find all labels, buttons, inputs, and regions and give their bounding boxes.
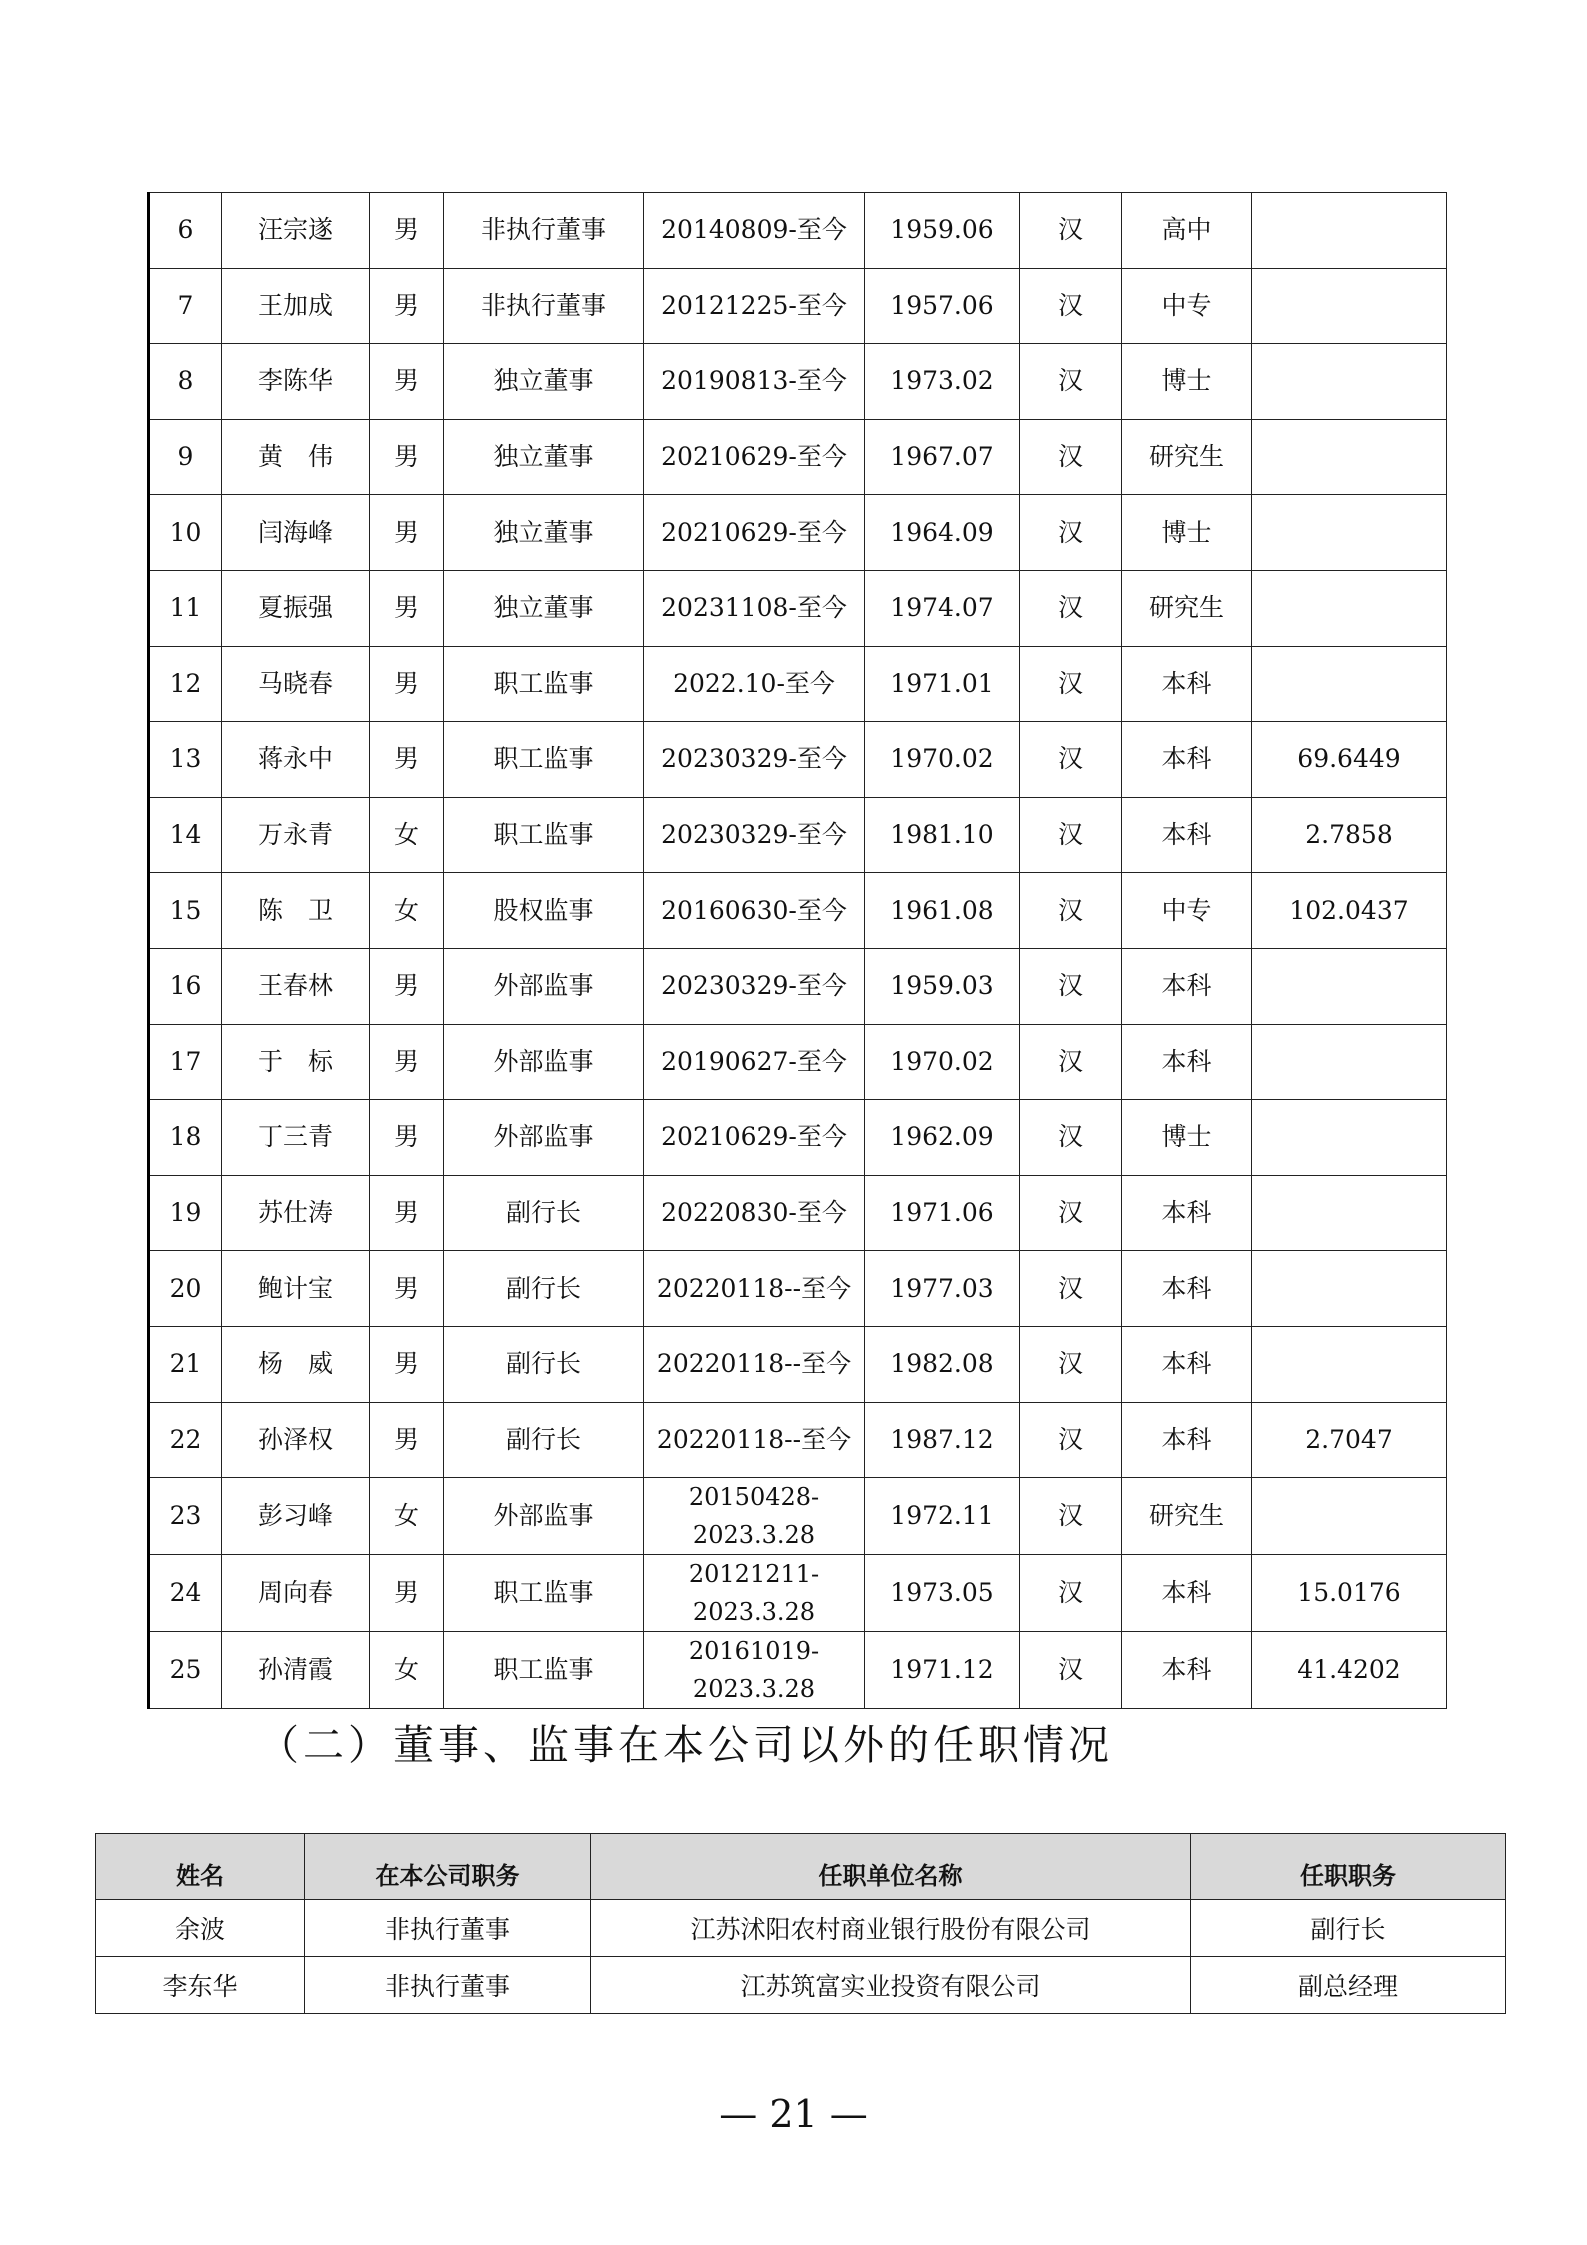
- person-name: 鲍计宝: [222, 1251, 370, 1327]
- education: 本科: [1122, 1632, 1252, 1709]
- table-header-row: [96, 1834, 1506, 1900]
- ethnicity: 汉: [1020, 1555, 1122, 1632]
- gender: 男: [370, 1326, 444, 1402]
- ethnicity: 汉: [1020, 1478, 1122, 1555]
- header-company-position: 在本公司职务: [305, 1834, 591, 1900]
- birth-date: 1961.08: [865, 873, 1020, 949]
- row-index: 15: [149, 873, 222, 949]
- ethnicity: 汉: [1020, 419, 1122, 495]
- ethnicity: 汉: [1020, 193, 1122, 269]
- shares: [1252, 268, 1447, 344]
- education: 高中: [1122, 193, 1252, 269]
- row-index: 16: [149, 948, 222, 1024]
- education: 本科: [1122, 797, 1252, 873]
- personnel-table: [147, 192, 1447, 1709]
- term: 20210629-至今: [644, 495, 865, 571]
- position: 副行长: [444, 1175, 644, 1251]
- person-name: 苏仕涛: [222, 1175, 370, 1251]
- term: 20190813-至今: [644, 344, 865, 420]
- section-title: （二）董事、监事在本公司以外的任职情况: [258, 1721, 1113, 1769]
- gender: 男: [370, 1402, 444, 1478]
- shares: [1252, 495, 1447, 571]
- person-name: 于 标: [222, 1024, 370, 1100]
- person-name: 马晓春: [222, 646, 370, 722]
- table-row: [149, 268, 1447, 344]
- birth-date: 1973.02: [865, 344, 1020, 420]
- row-index: 22: [149, 1402, 222, 1478]
- education: 本科: [1122, 1251, 1252, 1327]
- position: 非执行董事: [444, 193, 644, 269]
- table-row: [149, 1024, 1447, 1100]
- education: 博士: [1122, 1100, 1252, 1176]
- term: 20220830-至今: [644, 1175, 865, 1251]
- company-position: 非执行董事: [305, 1900, 591, 1957]
- gender: 男: [370, 419, 444, 495]
- gender: 男: [370, 646, 444, 722]
- term: 20121211-2023.3.28: [644, 1555, 865, 1632]
- header-name: 姓名: [96, 1834, 305, 1900]
- position: 外部监事: [444, 948, 644, 1024]
- ethnicity: 汉: [1020, 1100, 1122, 1176]
- table-row: [149, 570, 1447, 646]
- person-name: 杨 威: [222, 1326, 370, 1402]
- ethnicity: 汉: [1020, 570, 1122, 646]
- ethnicity: 汉: [1020, 1632, 1122, 1709]
- shares: [1252, 948, 1447, 1024]
- table-row: [96, 1900, 1506, 1957]
- term: 20161019-2023.3.28: [644, 1632, 865, 1709]
- row-index: 11: [149, 570, 222, 646]
- birth-date: 1971.12: [865, 1632, 1020, 1709]
- person-name: 汪宗遂: [222, 193, 370, 269]
- birth-date: 1962.09: [865, 1100, 1020, 1176]
- table-row: [149, 646, 1447, 722]
- shares: 41.4202: [1252, 1632, 1447, 1709]
- shares: 2.7047: [1252, 1402, 1447, 1478]
- term: 2022.10-至今: [644, 646, 865, 722]
- table-row: [149, 419, 1447, 495]
- person-name: 闫海峰: [222, 495, 370, 571]
- ethnicity: 汉: [1020, 344, 1122, 420]
- gender: 男: [370, 570, 444, 646]
- gender: 女: [370, 797, 444, 873]
- position: 独立董事: [444, 495, 644, 571]
- shares: 102.0437: [1252, 873, 1447, 949]
- term: 20231108-至今: [644, 570, 865, 646]
- birth-date: 1977.03: [865, 1251, 1020, 1327]
- row-index: 14: [149, 797, 222, 873]
- position: 职工监事: [444, 1555, 644, 1632]
- position: 独立董事: [444, 419, 644, 495]
- education: 研究生: [1122, 570, 1252, 646]
- birth-date: 1964.09: [865, 495, 1020, 571]
- shares: [1252, 1478, 1447, 1555]
- ethnicity: 汉: [1020, 722, 1122, 798]
- ethnicity: 汉: [1020, 797, 1122, 873]
- education: 中专: [1122, 268, 1252, 344]
- education: 博士: [1122, 344, 1252, 420]
- person-name: 蒋永中: [222, 722, 370, 798]
- person-name: 彭习峰: [222, 1478, 370, 1555]
- gender: 男: [370, 268, 444, 344]
- gender: 男: [370, 1251, 444, 1327]
- row-index: 19: [149, 1175, 222, 1251]
- gender: 男: [370, 344, 444, 420]
- ethnicity: 汉: [1020, 1024, 1122, 1100]
- term: 20150428-2023.3.28: [644, 1478, 865, 1555]
- education: 研究生: [1122, 419, 1252, 495]
- position: 职工监事: [444, 722, 644, 798]
- birth-date: 1957.06: [865, 268, 1020, 344]
- term: 20220118--至今: [644, 1251, 865, 1327]
- person-name: 陈 卫: [222, 873, 370, 949]
- position: 非执行董事: [444, 268, 644, 344]
- shares: [1252, 1024, 1447, 1100]
- employer-name: 江苏筑富实业投资有限公司: [591, 1957, 1191, 2014]
- person-name: 万永青: [222, 797, 370, 873]
- employer-name: 江苏沭阳农村商业银行股份有限公司: [591, 1900, 1191, 1957]
- birth-date: 1970.02: [865, 1024, 1020, 1100]
- education: 研究生: [1122, 1478, 1252, 1555]
- person-name: 孙清霞: [222, 1632, 370, 1709]
- gender: 女: [370, 1478, 444, 1555]
- company-position: 非执行董事: [305, 1957, 591, 2014]
- row-index: 17: [149, 1024, 222, 1100]
- ethnicity: 汉: [1020, 873, 1122, 949]
- birth-date: 1971.06: [865, 1175, 1020, 1251]
- row-index: 18: [149, 1100, 222, 1176]
- table-row: [149, 948, 1447, 1024]
- person-name: 周向春: [222, 1555, 370, 1632]
- education: 博士: [1122, 495, 1252, 571]
- term: 20220118--至今: [644, 1326, 865, 1402]
- table-row: [149, 1555, 1447, 1632]
- shares: [1252, 1175, 1447, 1251]
- row-index: 6: [149, 193, 222, 269]
- gender: 男: [370, 193, 444, 269]
- education: 本科: [1122, 1175, 1252, 1251]
- row-index: 9: [149, 419, 222, 495]
- birth-date: 1959.06: [865, 193, 1020, 269]
- term: 20230329-至今: [644, 797, 865, 873]
- shares: [1252, 419, 1447, 495]
- position: 独立董事: [444, 344, 644, 420]
- education: 本科: [1122, 1326, 1252, 1402]
- row-index: 24: [149, 1555, 222, 1632]
- position: 职工监事: [444, 797, 644, 873]
- term: 20160630-至今: [644, 873, 865, 949]
- person-name: 余波: [96, 1900, 305, 1957]
- table-row: [149, 495, 1447, 571]
- gender: 女: [370, 1632, 444, 1709]
- table-row: [149, 1478, 1447, 1555]
- row-index: 20: [149, 1251, 222, 1327]
- education: 本科: [1122, 646, 1252, 722]
- birth-date: 1987.12: [865, 1402, 1020, 1478]
- table-row: [149, 1632, 1447, 1709]
- page-number: — 21 —: [719, 2092, 868, 2136]
- person-name: 黄 伟: [222, 419, 370, 495]
- gender: 男: [370, 1100, 444, 1176]
- term: 20140809-至今: [644, 193, 865, 269]
- education: 本科: [1122, 1555, 1252, 1632]
- table-row: [149, 1100, 1447, 1176]
- birth-date: 1982.08: [865, 1326, 1020, 1402]
- table-row: [149, 797, 1447, 873]
- row-index: 10: [149, 495, 222, 571]
- shares: [1252, 344, 1447, 420]
- row-index: 7: [149, 268, 222, 344]
- birth-date: 1971.01: [865, 646, 1020, 722]
- table-row: [149, 1326, 1447, 1402]
- birth-date: 1959.03: [865, 948, 1020, 1024]
- person-name: 李东华: [96, 1957, 305, 2014]
- position: 副行长: [444, 1326, 644, 1402]
- header-position: 任职职务: [1191, 1834, 1506, 1900]
- education: 本科: [1122, 722, 1252, 798]
- shares: 2.7858: [1252, 797, 1447, 873]
- birth-date: 1973.05: [865, 1555, 1020, 1632]
- education: 本科: [1122, 1402, 1252, 1478]
- ethnicity: 汉: [1020, 1402, 1122, 1478]
- birth-date: 1981.10: [865, 797, 1020, 873]
- gender: 男: [370, 495, 444, 571]
- shares: [1252, 570, 1447, 646]
- person-name: 王加成: [222, 268, 370, 344]
- shares: [1252, 1251, 1447, 1327]
- gender: 男: [370, 948, 444, 1024]
- shares: [1252, 1100, 1447, 1176]
- position: 副行长: [444, 1402, 644, 1478]
- ethnicity: 汉: [1020, 646, 1122, 722]
- term: 20210629-至今: [644, 1100, 865, 1176]
- person-name: 夏振强: [222, 570, 370, 646]
- term: 20190627-至今: [644, 1024, 865, 1100]
- table-row: [149, 193, 1447, 269]
- birth-date: 1972.11: [865, 1478, 1020, 1555]
- position: 副行长: [444, 1251, 644, 1327]
- employer-position: 副行长: [1191, 1900, 1506, 1957]
- table-row: [149, 1175, 1447, 1251]
- shares: 69.6449: [1252, 722, 1447, 798]
- term: 20210629-至今: [644, 419, 865, 495]
- position: 职工监事: [444, 646, 644, 722]
- education: 中专: [1122, 873, 1252, 949]
- row-index: 8: [149, 344, 222, 420]
- table-row: [149, 873, 1447, 949]
- ethnicity: 汉: [1020, 1251, 1122, 1327]
- term: 20230329-至今: [644, 948, 865, 1024]
- ethnicity: 汉: [1020, 948, 1122, 1024]
- ethnicity: 汉: [1020, 268, 1122, 344]
- shares: 15.0176: [1252, 1555, 1447, 1632]
- person-name: 王春林: [222, 948, 370, 1024]
- term: 20121225-至今: [644, 268, 865, 344]
- employer-position: 副总经理: [1191, 1957, 1506, 2014]
- table-row: [149, 344, 1447, 420]
- birth-date: 1970.02: [865, 722, 1020, 798]
- table-row: [149, 722, 1447, 798]
- gender: 男: [370, 722, 444, 798]
- row-index: 25: [149, 1632, 222, 1709]
- shares: [1252, 193, 1447, 269]
- gender: 男: [370, 1175, 444, 1251]
- shares: [1252, 1326, 1447, 1402]
- table-row: [96, 1957, 1506, 2014]
- row-index: 13: [149, 722, 222, 798]
- position: 外部监事: [444, 1100, 644, 1176]
- birth-date: 1974.07: [865, 570, 1020, 646]
- gender: 男: [370, 1555, 444, 1632]
- header-employer: 任职单位名称: [591, 1834, 1191, 1900]
- ethnicity: 汉: [1020, 1326, 1122, 1402]
- table-row: [149, 1251, 1447, 1327]
- person-name: 丁三青: [222, 1100, 370, 1176]
- position: 外部监事: [444, 1024, 644, 1100]
- person-name: 李陈华: [222, 344, 370, 420]
- position: 外部监事: [444, 1478, 644, 1555]
- position: 独立董事: [444, 570, 644, 646]
- ethnicity: 汉: [1020, 495, 1122, 571]
- term: 20230329-至今: [644, 722, 865, 798]
- row-index: 12: [149, 646, 222, 722]
- row-index: 23: [149, 1478, 222, 1555]
- outside-positions-table: [95, 1833, 1506, 2014]
- person-name: 孙泽权: [222, 1402, 370, 1478]
- position: 职工监事: [444, 1632, 644, 1709]
- gender: 女: [370, 873, 444, 949]
- position: 股权监事: [444, 873, 644, 949]
- gender: 男: [370, 1024, 444, 1100]
- table-row: [149, 1402, 1447, 1478]
- shares: [1252, 646, 1447, 722]
- education: 本科: [1122, 948, 1252, 1024]
- birth-date: 1967.07: [865, 419, 1020, 495]
- term: 20220118--至今: [644, 1402, 865, 1478]
- ethnicity: 汉: [1020, 1175, 1122, 1251]
- row-index: 21: [149, 1326, 222, 1402]
- education: 本科: [1122, 1024, 1252, 1100]
